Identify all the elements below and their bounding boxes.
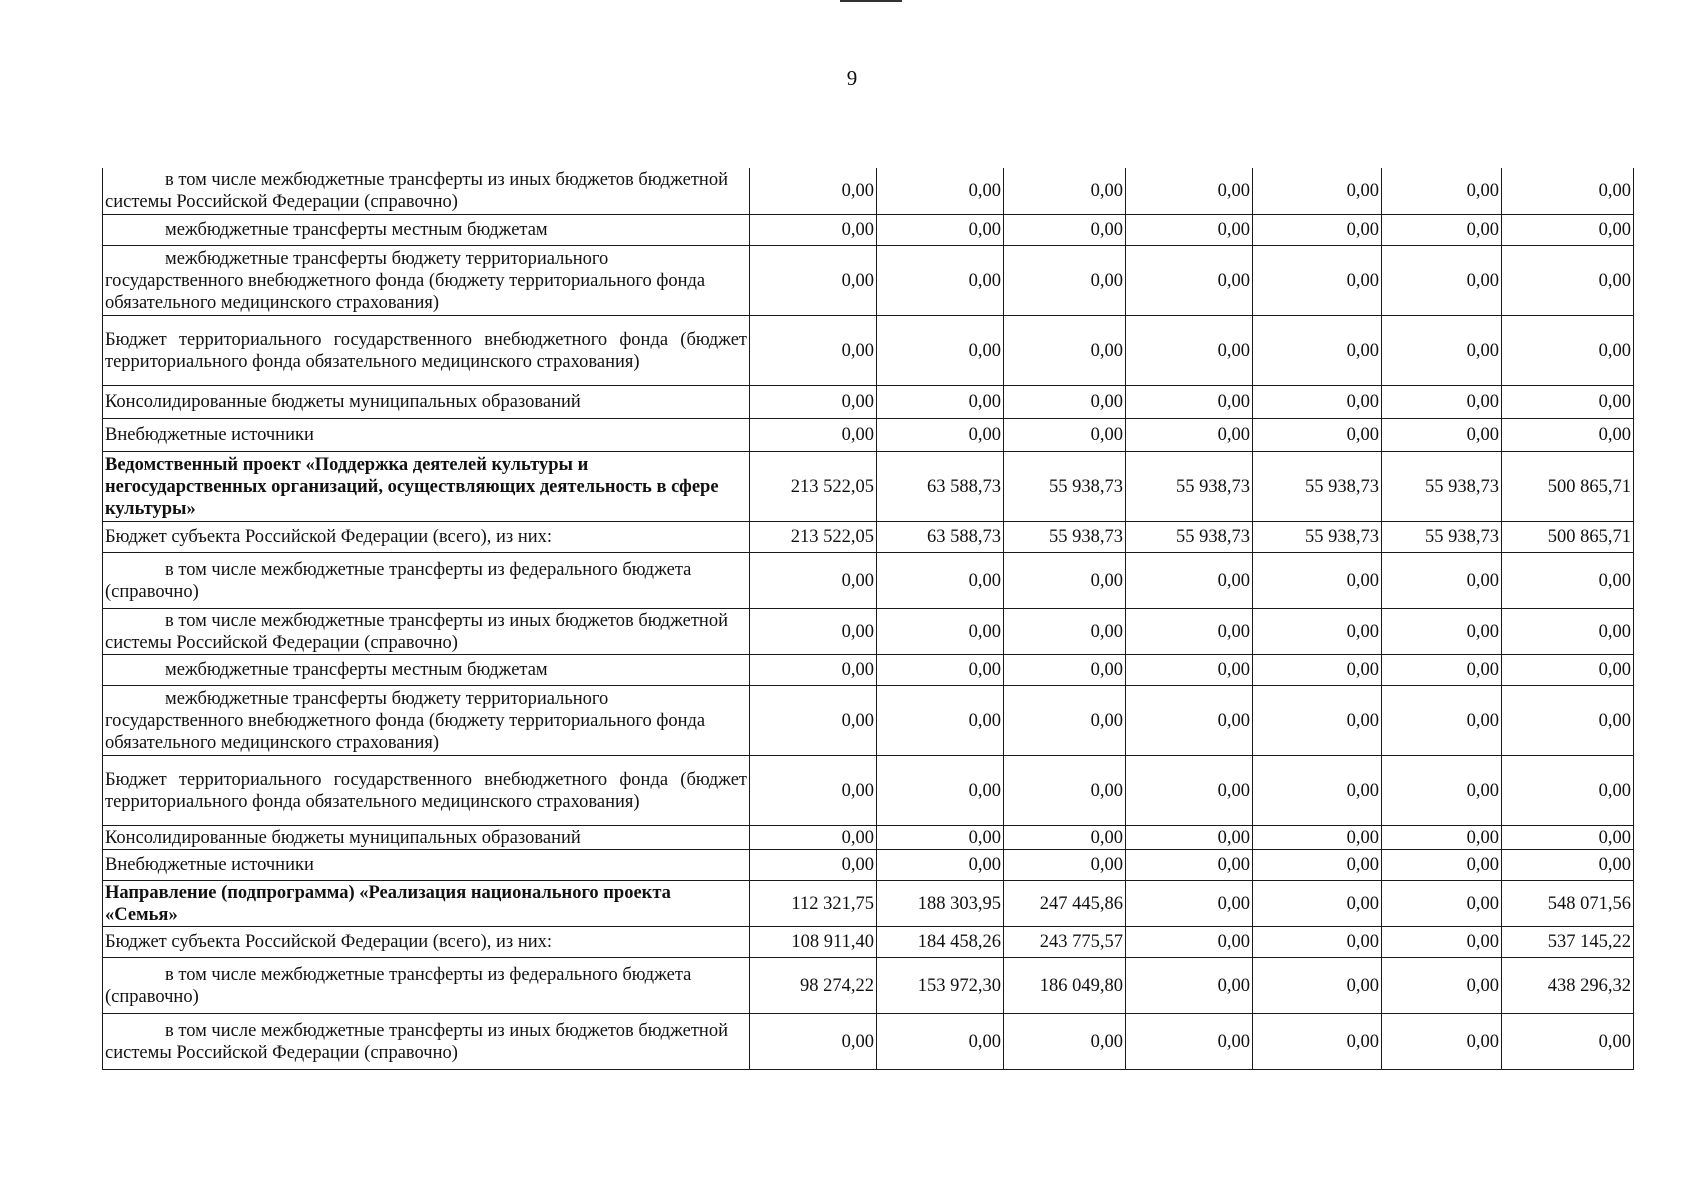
value-cell: 0,00 [1253, 849, 1382, 880]
value-cell: 500 865,71 [1502, 451, 1634, 521]
value-cell: 0,00 [1004, 849, 1126, 880]
value-cell: 0,00 [1382, 825, 1502, 849]
value-cell: 55 938,73 [1126, 521, 1253, 552]
value-cell: 0,00 [1382, 755, 1502, 825]
value-cell: 0,00 [877, 214, 1004, 245]
value-cell: 0,00 [1004, 245, 1126, 315]
value-cell: 0,00 [1126, 385, 1253, 418]
row-label: в том числе межбюджетные трансферты из иных бюджетов бюджетной системы Российской Федерации (справочно) [103, 168, 750, 214]
row-label: в том числе межбюджетные трансферты из иных бюджетов бюджетной системы Российской Федерации (справочно) [103, 1013, 750, 1069]
value-cell: 0,00 [877, 245, 1004, 315]
value-cell: 0,00 [1126, 1013, 1253, 1069]
table-row [103, 825, 1634, 849]
value-cell: 0,00 [877, 315, 1004, 385]
value-cell: 0,00 [877, 1013, 1004, 1069]
row-label: межбюджетные трансферты местным бюджетам [103, 214, 750, 245]
value-cell: 0,00 [1502, 214, 1634, 245]
value-cell: 0,00 [750, 685, 877, 755]
value-cell: 0,00 [1502, 245, 1634, 315]
value-cell: 438 296,32 [1502, 957, 1634, 1013]
value-cell: 0,00 [1382, 926, 1502, 957]
row-label: в том числе межбюджетные трансферты из федерального бюджета (справочно) [103, 957, 750, 1013]
table-row [103, 552, 1634, 608]
row-label: межбюджетные трансферты бюджету территориального государственного внебюджетного фонда (бюджету территориального фонда обязательного медицинского страхования) [103, 245, 750, 315]
row-label: Консолидированные бюджеты муниципальных образований [103, 825, 750, 849]
value-cell: 0,00 [1004, 825, 1126, 849]
value-cell: 0,00 [1382, 245, 1502, 315]
value-cell: 0,00 [1502, 1013, 1634, 1069]
value-cell: 0,00 [1382, 957, 1502, 1013]
value-cell: 0,00 [1253, 685, 1382, 755]
value-cell: 55 938,73 [1126, 451, 1253, 521]
value-cell: 0,00 [750, 214, 877, 245]
value-cell: 0,00 [1382, 214, 1502, 245]
value-cell: 0,00 [1382, 315, 1502, 385]
value-cell: 0,00 [877, 755, 1004, 825]
value-cell: 55 938,73 [1382, 521, 1502, 552]
value-cell: 0,00 [1253, 418, 1382, 451]
value-cell: 0,00 [1502, 654, 1634, 685]
budget-table [102, 168, 1634, 1070]
value-cell: 0,00 [750, 245, 877, 315]
top-edge-mark [840, 0, 902, 2]
value-cell: 184 458,26 [877, 926, 1004, 957]
table-row [103, 926, 1634, 957]
value-cell: 537 145,22 [1502, 926, 1634, 957]
value-cell: 0,00 [877, 385, 1004, 418]
value-cell: 0,00 [750, 1013, 877, 1069]
value-cell: 55 938,73 [1004, 521, 1126, 552]
value-cell: 0,00 [750, 755, 877, 825]
value-cell: 0,00 [1382, 552, 1502, 608]
row-label: межбюджетные трансферты бюджету территориального государственного внебюджетного фонда (бюджету территориального фонда обязательного медицинского страхования) [103, 685, 750, 755]
budget-table-body [103, 168, 1634, 1069]
value-cell: 0,00 [1126, 608, 1253, 654]
value-cell: 0,00 [1382, 849, 1502, 880]
value-cell: 0,00 [1004, 755, 1126, 825]
table-row [103, 608, 1634, 654]
value-cell: 0,00 [750, 552, 877, 608]
value-cell: 0,00 [1382, 685, 1502, 755]
value-cell: 188 303,95 [877, 880, 1004, 926]
value-cell: 0,00 [750, 418, 877, 451]
value-cell: 0,00 [1004, 552, 1126, 608]
value-cell: 0,00 [1004, 315, 1126, 385]
value-cell: 186 049,80 [1004, 957, 1126, 1013]
table-row [103, 451, 1634, 521]
value-cell: 0,00 [1502, 552, 1634, 608]
value-cell: 0,00 [1253, 957, 1382, 1013]
value-cell: 0,00 [1253, 654, 1382, 685]
value-cell: 0,00 [1502, 418, 1634, 451]
value-cell: 0,00 [1502, 755, 1634, 825]
table-row [103, 957, 1634, 1013]
row-label: в том числе межбюджетные трансферты из иных бюджетов бюджетной системы Российской Федерации (справочно) [103, 608, 750, 654]
table-row [103, 1013, 1634, 1069]
value-cell: 0,00 [750, 315, 877, 385]
value-cell: 0,00 [750, 654, 877, 685]
value-cell: 0,00 [1126, 654, 1253, 685]
value-cell: 0,00 [1253, 880, 1382, 926]
table-row [103, 168, 1634, 214]
table-row [103, 418, 1634, 451]
value-cell: 0,00 [877, 825, 1004, 849]
value-cell: 0,00 [1253, 755, 1382, 825]
table-row [103, 214, 1634, 245]
value-cell: 108 911,40 [750, 926, 877, 957]
table-row [103, 245, 1634, 315]
value-cell: 500 865,71 [1502, 521, 1634, 552]
value-cell: 0,00 [1126, 315, 1253, 385]
value-cell: 0,00 [1126, 957, 1253, 1013]
row-label: Направление (подпрограмма) «Реализация национального проекта «Семья» [103, 880, 750, 926]
row-label: Внебюджетные источники [103, 418, 750, 451]
value-cell: 213 522,05 [750, 451, 877, 521]
value-cell: 0,00 [877, 849, 1004, 880]
value-cell: 0,00 [1004, 685, 1126, 755]
value-cell: 0,00 [1253, 825, 1382, 849]
value-cell: 0,00 [1126, 849, 1253, 880]
value-cell: 0,00 [1126, 685, 1253, 755]
value-cell: 0,00 [1382, 880, 1502, 926]
value-cell: 0,00 [877, 418, 1004, 451]
value-cell: 0,00 [1253, 385, 1382, 418]
value-cell: 0,00 [877, 552, 1004, 608]
value-cell: 112 321,75 [750, 880, 877, 926]
value-cell: 98 274,22 [750, 957, 877, 1013]
value-cell: 0,00 [1253, 608, 1382, 654]
table-row [103, 385, 1634, 418]
value-cell: 0,00 [877, 685, 1004, 755]
row-label: Ведомственный проект «Поддержка деятелей культуры и негосударственных организаций, осуществляющих деятельность в сфере культуры» [103, 451, 750, 521]
value-cell: 55 938,73 [1004, 451, 1126, 521]
value-cell: 0,00 [1502, 849, 1634, 880]
value-cell: 247 445,86 [1004, 880, 1126, 926]
value-cell: 0,00 [1126, 926, 1253, 957]
value-cell: 0,00 [1382, 608, 1502, 654]
value-cell: 0,00 [1382, 418, 1502, 451]
value-cell: 63 588,73 [877, 451, 1004, 521]
table-row [103, 755, 1634, 825]
value-cell: 0,00 [1126, 168, 1253, 214]
page-number: 9 [846, 66, 858, 90]
value-cell: 0,00 [1004, 1013, 1126, 1069]
value-cell: 0,00 [1502, 825, 1634, 849]
value-cell: 0,00 [750, 385, 877, 418]
value-cell: 0,00 [1126, 245, 1253, 315]
value-cell: 0,00 [1382, 654, 1502, 685]
value-cell: 0,00 [1004, 608, 1126, 654]
value-cell: 0,00 [1502, 608, 1634, 654]
value-cell: 548 071,56 [1502, 880, 1634, 926]
value-cell: 63 588,73 [877, 521, 1004, 552]
value-cell: 0,00 [1253, 214, 1382, 245]
value-cell: 0,00 [1126, 418, 1253, 451]
value-cell: 0,00 [1253, 315, 1382, 385]
value-cell: 0,00 [750, 849, 877, 880]
value-cell: 0,00 [1253, 552, 1382, 608]
value-cell: 0,00 [877, 654, 1004, 685]
value-cell: 0,00 [1004, 168, 1126, 214]
value-cell: 0,00 [1382, 385, 1502, 418]
row-label: Внебюджетные источники [103, 849, 750, 880]
table-row [103, 849, 1634, 880]
row-label: Бюджет территориального государственного внебюджетного фонда (бюджет территориального фонда обязательного медицинского страхования) [103, 315, 750, 385]
row-label: Бюджет территориального государственного внебюджетного фонда (бюджет территориального фонда обязательного медицинского страхования) [103, 755, 750, 825]
value-cell: 0,00 [1253, 926, 1382, 957]
value-cell: 55 938,73 [1253, 521, 1382, 552]
value-cell: 213 522,05 [750, 521, 877, 552]
value-cell: 0,00 [1126, 825, 1253, 849]
row-label: Бюджет субъекта Российской Федерации (всего), из них: [103, 926, 750, 957]
value-cell: 0,00 [1253, 168, 1382, 214]
table-row [103, 315, 1634, 385]
value-cell: 0,00 [1004, 654, 1126, 685]
value-cell: 0,00 [877, 168, 1004, 214]
value-cell: 153 972,30 [877, 957, 1004, 1013]
value-cell: 0,00 [1502, 685, 1634, 755]
value-cell: 55 938,73 [1382, 451, 1502, 521]
value-cell: 0,00 [1126, 214, 1253, 245]
table-row [103, 685, 1634, 755]
value-cell: 55 938,73 [1253, 451, 1382, 521]
value-cell: 0,00 [1126, 755, 1253, 825]
value-cell: 0,00 [877, 608, 1004, 654]
table-row [103, 880, 1634, 926]
table-row [103, 654, 1634, 685]
row-label: Консолидированные бюджеты муниципальных образований [103, 385, 750, 418]
value-cell: 0,00 [750, 608, 877, 654]
value-cell: 0,00 [1004, 214, 1126, 245]
value-cell: 0,00 [1253, 245, 1382, 315]
value-cell: 0,00 [1004, 418, 1126, 451]
value-cell: 0,00 [750, 825, 877, 849]
value-cell: 0,00 [750, 168, 877, 214]
value-cell: 0,00 [1502, 168, 1634, 214]
value-cell: 243 775,57 [1004, 926, 1126, 957]
row-label: Бюджет субъекта Российской Федерации (всего), из них: [103, 521, 750, 552]
table-row [103, 521, 1634, 552]
value-cell: 0,00 [1502, 385, 1634, 418]
value-cell: 0,00 [1126, 552, 1253, 608]
value-cell: 0,00 [1382, 1013, 1502, 1069]
value-cell: 0,00 [1502, 315, 1634, 385]
value-cell: 0,00 [1253, 1013, 1382, 1069]
value-cell: 0,00 [1126, 880, 1253, 926]
row-label: межбюджетные трансферты местным бюджетам [103, 654, 750, 685]
row-label: в том числе межбюджетные трансферты из федерального бюджета (справочно) [103, 552, 750, 608]
value-cell: 0,00 [1382, 168, 1502, 214]
value-cell: 0,00 [1004, 385, 1126, 418]
